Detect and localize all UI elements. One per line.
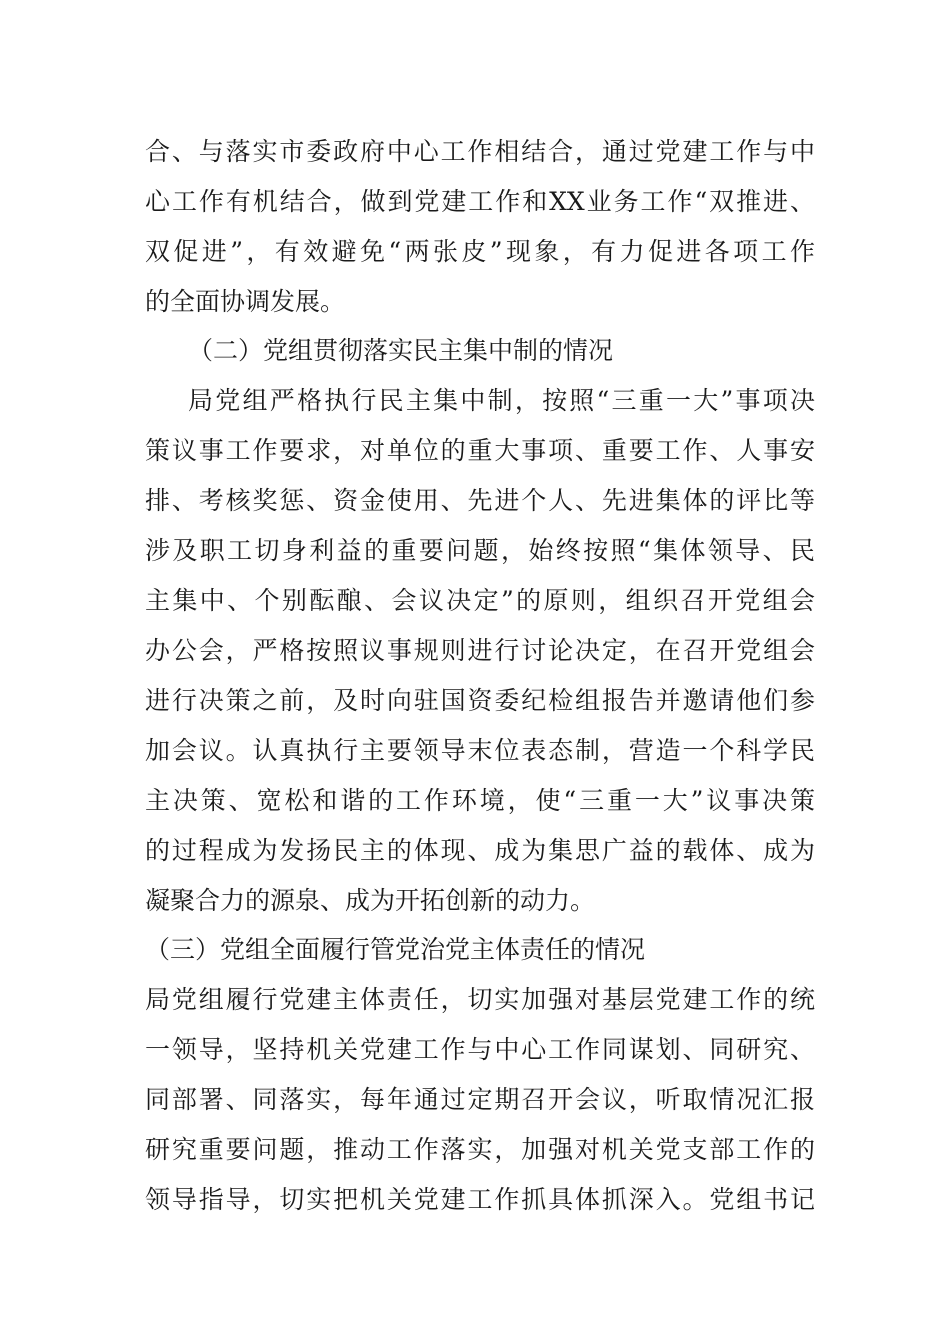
paragraph-line: 合、与落实市委政府中心工作相结合，通过党建工作与中: [145, 137, 815, 166]
section-heading: （三）党组全面履行管党治党主体责任的情况: [145, 935, 646, 964]
paragraph-line: 策议事工作要求，对单位的重大事项、重要工作、人事安: [145, 436, 815, 465]
paragraph-line: 进行决策之前，及时向驻国资委纪检组报告并邀请他们参: [145, 686, 815, 715]
paragraph-line: 办公会，严格按照议事规则进行讨论决定，在召开党组会: [145, 636, 815, 665]
paragraph-line: 局党组履行党建主体责任，切实加强对基层党建工作的统: [145, 985, 815, 1014]
paragraph-line: 局党组严格执行民主集中制，按照“三重一大”事项决: [188, 386, 815, 415]
paragraph-line: 凝聚合力的源泉、成为开拓创新的动力。: [145, 886, 596, 915]
paragraph-line: 双促进”，有效避免“两张皮”现象，有力促进各项工作: [145, 237, 815, 266]
paragraph-line: 的全面协调发展。: [145, 287, 346, 316]
paragraph-line: 排、考核奖惩、资金使用、先进个人、先进集体的评比等: [145, 486, 815, 515]
paragraph-line: 同部署、同落实，每年通过定期召开会议，听取情况汇报: [145, 1085, 815, 1114]
paragraph-line: 主决策、宽松和谐的工作环境，使“三重一大”议事决策: [145, 786, 815, 815]
paragraph-line: 的过程成为发扬民主的体现、成为集思广益的载体、成为: [145, 836, 815, 865]
paragraph-line: 主集中、个别酝酿、会议决定”的原则，组织召开党组会: [145, 586, 815, 615]
paragraph-line: 领导指导，切实把机关党建工作抓具体抓深入。党组书记: [145, 1185, 815, 1214]
section-heading: （二）党组贯彻落实民主集中制的情况: [188, 336, 614, 365]
paragraph-line: 涉及职工切身利益的重要问题，始终按照“集体领导、民: [145, 536, 815, 565]
paragraph-line: 一领导，坚持机关党建工作与中心工作同谋划、同研究、: [145, 1035, 815, 1064]
paragraph-line: 加会议。认真执行主要领导末位表态制，营造一个科学民: [145, 736, 815, 765]
paragraph-line: 心工作有机结合，做到党建工作和XX业务工作“双推进、: [145, 187, 815, 216]
paragraph-line: 研究重要问题，推动工作落实，加强对机关党支部工作的: [145, 1135, 815, 1164]
